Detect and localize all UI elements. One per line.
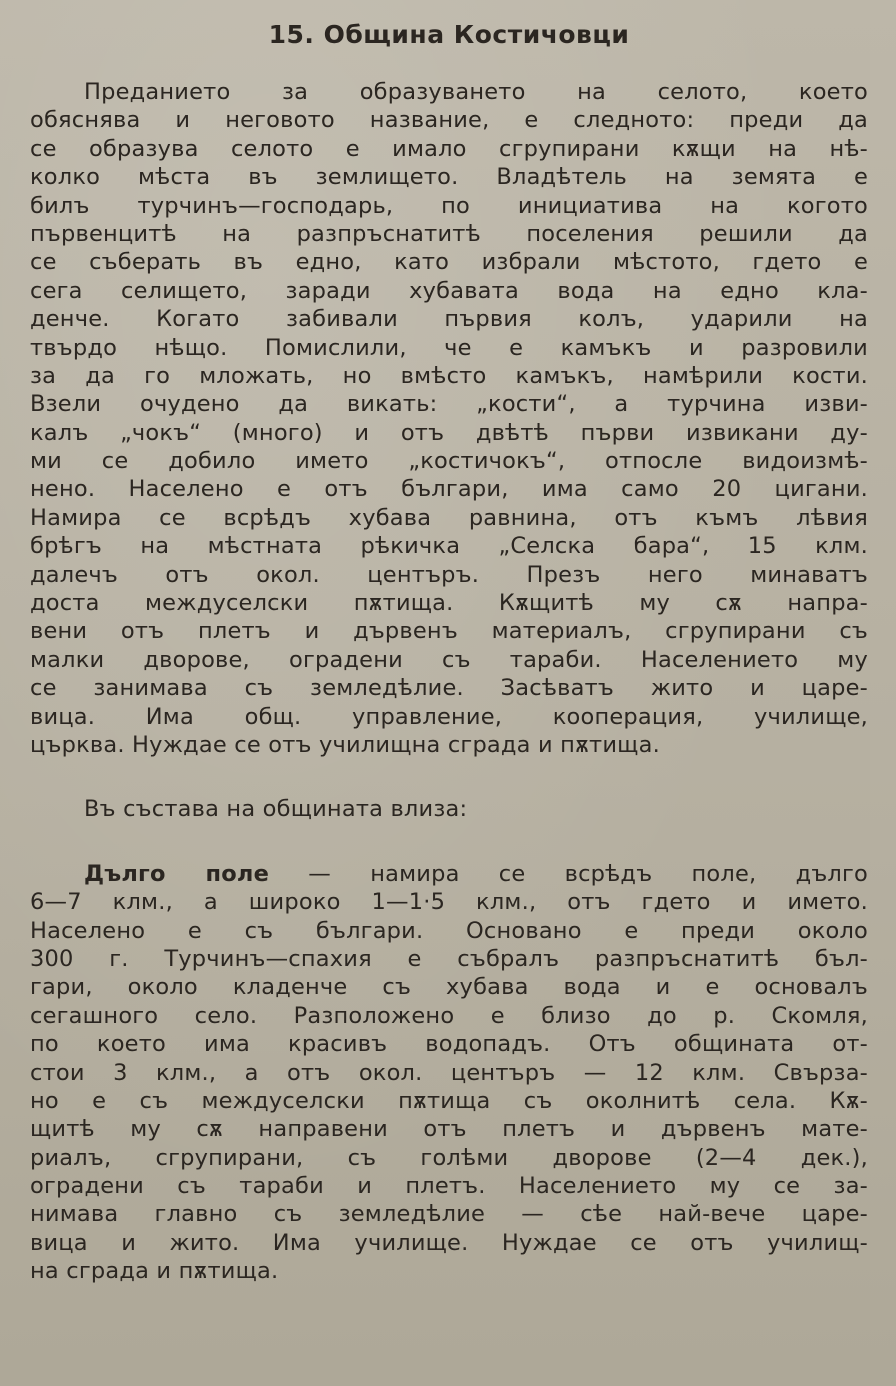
text-line: вени отъ плетъ и дървенъ материалъ, сгрупирани съ	[30, 618, 868, 645]
text-line: Преданието за образуването на селото, което	[84, 79, 868, 105]
text-line: 300 г. Турчинъ—спахия е събралъ разпръснатитѣ бъл-	[30, 945, 868, 972]
paragraph-dalgo-pole	[30, 860, 868, 1286]
text-line: нимава главно съ земледѣлие — сѣе най-вече царе-	[30, 1201, 868, 1228]
text-line: се занимава съ земледѣлие. Засѣватъ жито и царе-	[30, 675, 868, 702]
text-line: щитѣ му сѫ направени отъ плетъ и дървенъ мате-	[30, 1116, 868, 1143]
text-line: 6—7 клм., а широко 1—1·5 клм., отъ гдето и името.	[30, 889, 868, 916]
text-line: риалъ, сгрупирани, съ голѣми дворове (2—4 дек.),	[30, 1144, 868, 1171]
text-line: вица. Има общ. управление, кооперация, училище,	[30, 703, 868, 730]
text-line: доста междуселски пѫтища. Кѫщитѣ му сѫ напра-	[30, 590, 868, 617]
text-line: Населено е съ българи. Основано е преди около	[30, 917, 868, 944]
text-line: гари, около кладенче съ хубава вода и е основалъ	[30, 974, 868, 1001]
text-line: но е съ междуселски пѫтища съ околнитѣ села. Кѫ-	[30, 1087, 868, 1114]
text-line: по което има красивъ водопадъ. Отъ общината от-	[30, 1031, 868, 1058]
text-line: сегашного село. Разположено е близо до р. Скомля,	[30, 1002, 868, 1029]
text-line-rest: — намира се всрѣдъ поле, дълго	[269, 860, 868, 887]
text-line: колко мѣста въ землището. Владѣтель на земята е	[30, 164, 868, 191]
text-line: ми се добило името „костичокъ“, отпосле видоизмѣ-	[30, 448, 868, 475]
text-line: твърдо нѣщо. Помислили, че е камъкъ и разровили	[30, 334, 868, 361]
text-line: билъ турчинъ—господарь, по инициатива на когото	[30, 192, 868, 219]
text-line: се съберать въ едно, като избрали мѣстото, гдето е	[30, 249, 868, 276]
text-line: сега селището, заради хубавата вода на едно кла-	[30, 277, 868, 304]
paragraph-composition	[30, 795, 868, 823]
text-line: обяснява и неговото название, е следното: преди да	[30, 107, 868, 134]
text-line: далечъ отъ окол. центъръ. Презъ него минаватъ	[30, 561, 868, 588]
page-title: 15. Община Костичовци	[268, 20, 630, 49]
text-line: малки дворове, оградени съ тараби. Населението му	[30, 646, 868, 673]
text-line	[30, 860, 868, 888]
text-line: за да го мложать, но вмѣсто камъкъ, намѣрили кости.	[30, 362, 868, 389]
text-line: първенцитѣ на разпръснатитѣ поселения решили да	[30, 220, 868, 247]
text-line: оградени съ тараби и плетъ. Населението му се за-	[30, 1173, 868, 1200]
text-line: нено. Населено е отъ българи, има само 20 цигани.	[30, 476, 868, 503]
text-line: Въ състава на общината влиза:	[84, 796, 468, 823]
text-line: Намира се всрѣдъ хубава равнина, отъ къмъ лѣвия	[30, 504, 868, 531]
text-line: се образува селото е имало сгрупирани кѫщи на нѣ-	[30, 135, 868, 162]
text-line: вица и жито. Има училище. Нуждае се отъ училищ-	[30, 1229, 868, 1256]
text-line: на сграда и пѫтища.	[30, 1258, 279, 1285]
village-name: Дълго поле	[84, 860, 270, 887]
text-line: брѣгъ на мѣстната рѣкичка „Селска бара“, 15 клм.	[30, 533, 868, 560]
text-line: денче. Когато забивали първия колъ, ударили на	[30, 306, 868, 333]
paragraph-origin	[30, 78, 868, 759]
text-line: църква. Нуждае се отъ училищна сграда и пѫтища.	[30, 731, 660, 758]
text-line: стои 3 клм., а отъ окол. центъръ — 12 клм. Свърза-	[30, 1059, 868, 1086]
text-line: калъ „чокъ“ (много) и отъ двѣтѣ първи извикани ду-	[30, 419, 868, 446]
text-line: Взели очудено да викать: „кости“, а турчина изви-	[30, 391, 868, 418]
